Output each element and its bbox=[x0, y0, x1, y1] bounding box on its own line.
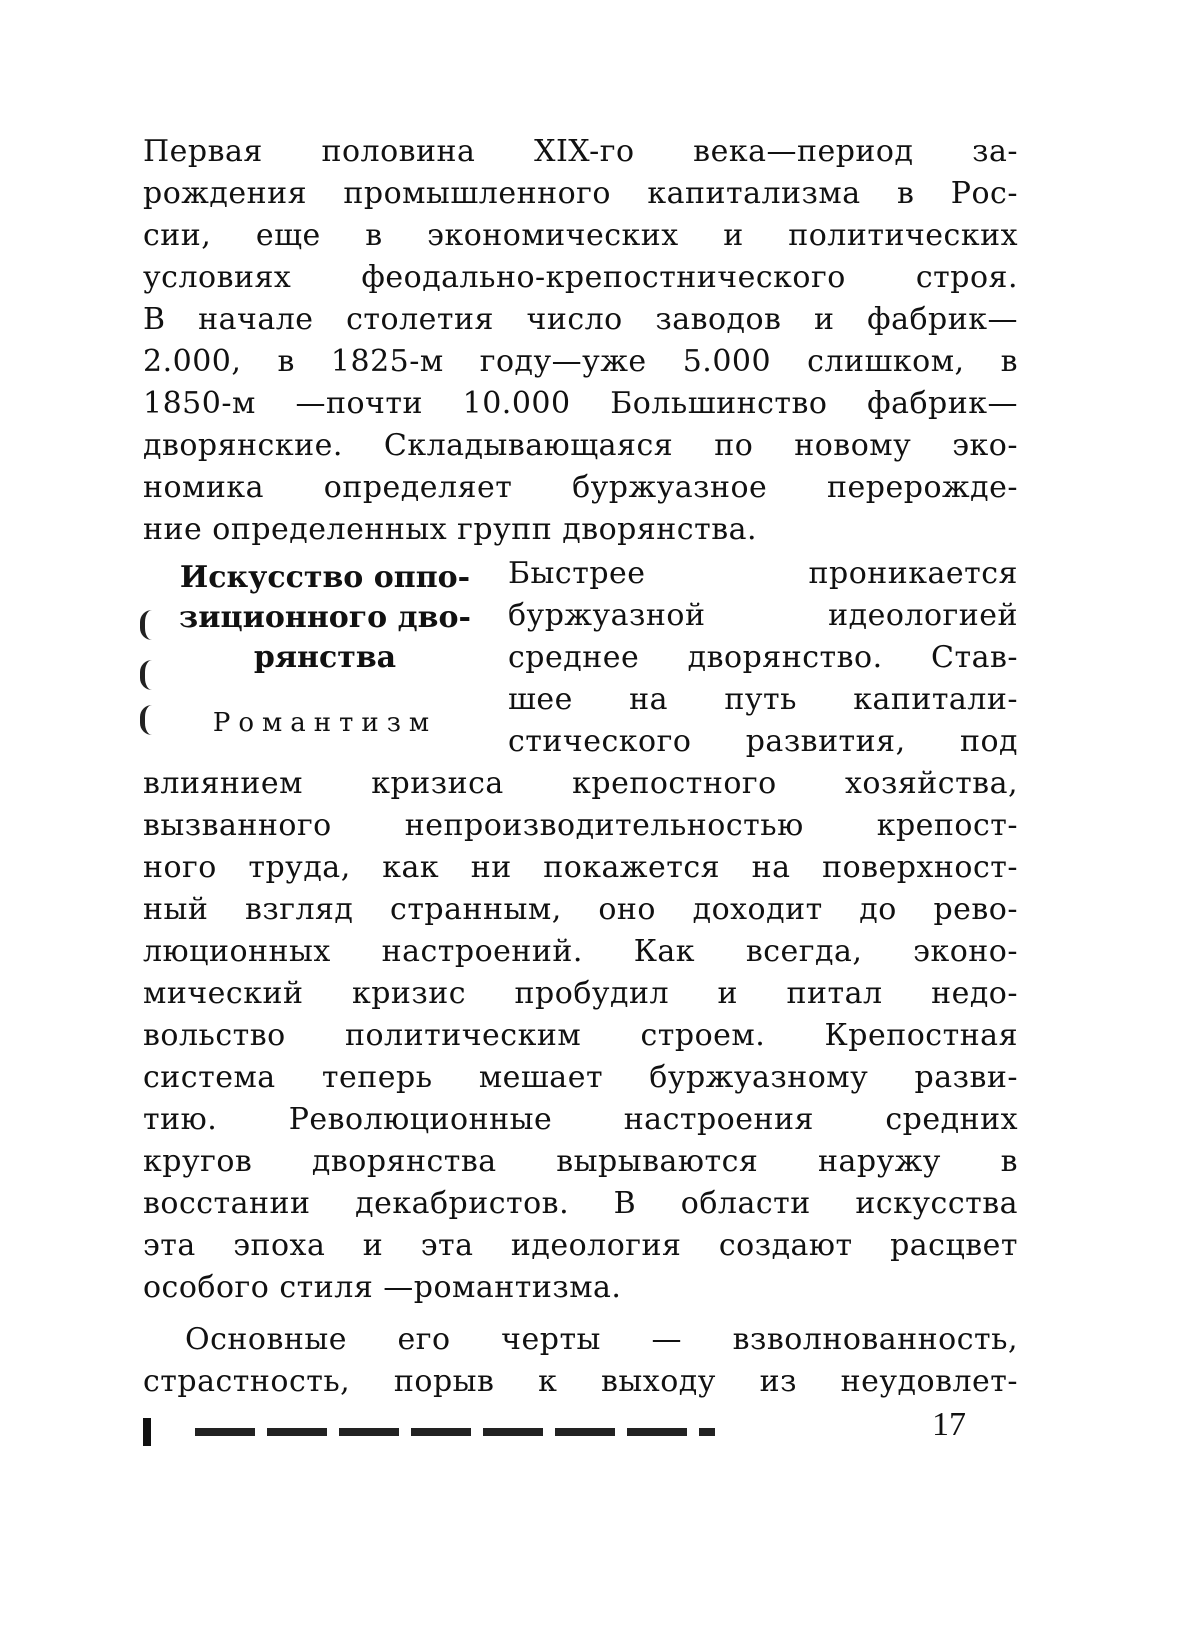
margin-mark bbox=[140, 660, 159, 690]
footer-bar bbox=[143, 1418, 151, 1446]
text-line: условиях феодально-крепостнического строя. bbox=[143, 260, 1018, 295]
text-line: вольство политическим строем. Крепостная bbox=[143, 1018, 1018, 1053]
page-number: 17 bbox=[932, 1406, 966, 1443]
margin-mark bbox=[140, 610, 159, 640]
text-line: шее на путь капитали- bbox=[508, 682, 1018, 717]
text-line: буржуазной идеологией bbox=[508, 598, 1018, 633]
text-line: Основные его черты — взволнованность, bbox=[185, 1322, 1018, 1357]
text-line: тию. Революционные настроения средних bbox=[143, 1102, 1018, 1137]
text-line: ние определенных групп дворянства. bbox=[143, 512, 758, 547]
text-line: люционных настроений. Как всегда, эконо- bbox=[143, 934, 1018, 969]
text-line: номика определяет буржуазное перерожде- bbox=[143, 470, 1018, 505]
text-line: В начале столетия число заводов и фабрик— bbox=[143, 302, 1018, 337]
sidenote-heading-line: зиционного дво- bbox=[179, 600, 471, 635]
text-line: система теперь мешает буржуазному разви- bbox=[143, 1060, 1018, 1095]
text-line: среднее дворянство. Став- bbox=[508, 640, 1018, 675]
text-line: 2.000, в 1825-м году—уже 5.000 слишком, в bbox=[143, 344, 1018, 379]
text-line: особого стиля —романтизма. bbox=[143, 1270, 622, 1305]
footer-rule bbox=[195, 1428, 715, 1436]
text-line: кругов дворянства вырываются наружу в bbox=[143, 1144, 1018, 1179]
text-line: дворянские. Складывающаяся по новому эко- bbox=[143, 428, 1018, 463]
text-line: 1850-м —почти 10.000 Большинство фабрик— bbox=[143, 386, 1018, 421]
text-line: сии, еще в экономических и политических bbox=[143, 218, 1018, 253]
text-line: вызванного непроизводительностью крепост- bbox=[143, 808, 1018, 843]
text-line: страстность, порыв к выходу из неудовлет- bbox=[143, 1364, 1018, 1399]
text-line: восстании декабристов. В области искусства bbox=[143, 1186, 1018, 1221]
text-line: ного труда, как ни покажется на поверхност- bbox=[143, 850, 1018, 885]
text-line: влиянием кризиса крепостного хозяйства, bbox=[143, 766, 1018, 801]
sidenote-subheading: Романтизм bbox=[212, 708, 438, 738]
sidenote-heading-line: Искусство оппо- bbox=[179, 560, 471, 595]
text-line: Первая половина XIX-го века—период за- bbox=[143, 134, 1018, 169]
text-line: Быстрее проникается bbox=[508, 556, 1018, 591]
text-line: ный взгляд странным, оно доходит до рево- bbox=[143, 892, 1018, 927]
text-line: стического развития, под bbox=[508, 724, 1018, 759]
text-line: мический кризис пробудил и питал недо- bbox=[143, 976, 1018, 1011]
text-line: эта эпоха и эта идеология создают расцвет bbox=[143, 1228, 1018, 1263]
margin-mark bbox=[140, 705, 159, 735]
sidenote-heading-line: рянства bbox=[253, 640, 397, 675]
text-line: рождения промышленного капитализма в Рос- bbox=[143, 176, 1018, 211]
